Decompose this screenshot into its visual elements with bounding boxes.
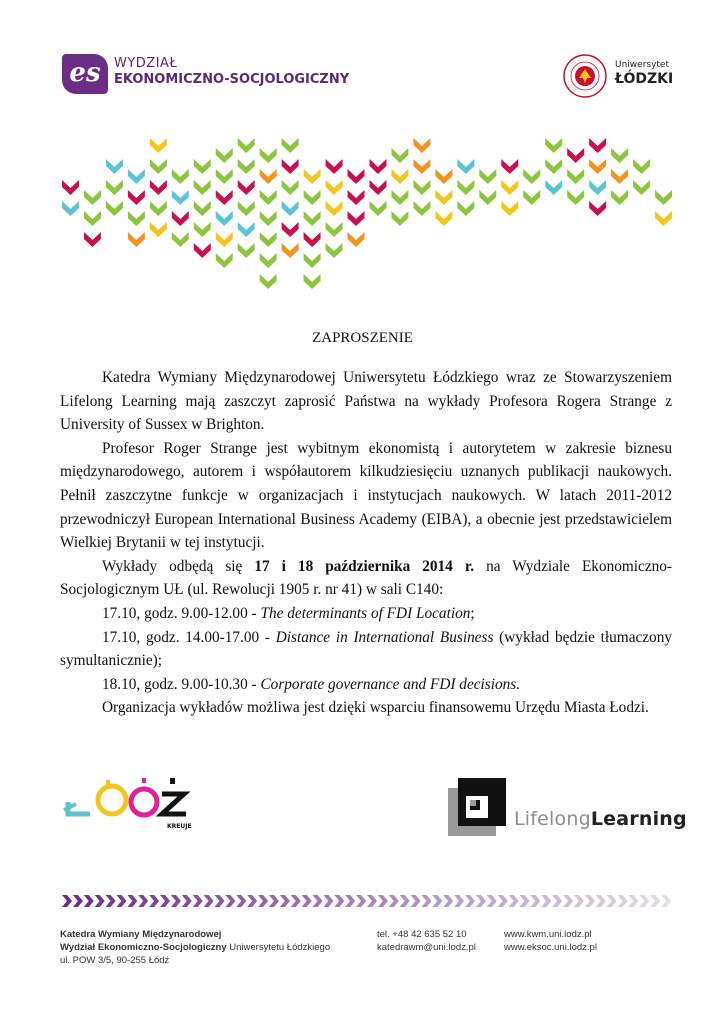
chevron-shape [106, 159, 123, 174]
university-seal-icon [563, 54, 607, 98]
session-1-end: ; [470, 604, 475, 622]
chevron-shape [655, 211, 672, 226]
arrow-shape [215, 895, 225, 907]
arrow-shape [421, 895, 431, 907]
schedule-dates: 17 i 18 października 2014 r. [254, 557, 475, 575]
lodz-kreuje-logo [62, 772, 192, 836]
arrow-shape [313, 895, 323, 907]
arrow-shape [552, 895, 562, 907]
chevron-shape [589, 159, 606, 174]
session-1-time: 17.10, godz. 9.00-12.00 - [102, 604, 261, 622]
session-2-title: Distance in International Business [275, 628, 494, 646]
chevron-shape [62, 201, 79, 216]
arrow-shape [149, 895, 159, 907]
arrow-shape [106, 895, 116, 907]
chevron-shape [150, 159, 167, 174]
schedule-text-after: na Wydziale Ekonomiczno-Socjologicznym UŁ (ul. Rewolucji 1905 r. nr 41) w sali C140: [60, 557, 672, 599]
chevron-shape [172, 211, 189, 226]
chevron-shape [238, 159, 255, 174]
faculty-name [114, 56, 349, 88]
arrow-shape [389, 895, 399, 907]
chevron-shape [370, 180, 387, 195]
chevron-shape [304, 169, 321, 184]
footer-department: Katedra Wymiany Międzynarodowej [60, 929, 222, 940]
faculty-name-line1: WYDZIAŁ [114, 56, 178, 71]
arrow-shape [454, 895, 464, 907]
chevron-shape [150, 180, 167, 195]
arrow-shape [476, 895, 486, 907]
arrow-shape [432, 895, 442, 907]
arrow-shape [585, 895, 595, 907]
arrow-shape [520, 895, 530, 907]
lifelong-word: Lifelong [514, 808, 591, 830]
chevron-shape [326, 180, 343, 195]
session-3-time: 18.10, godz. 9.00-10.30 - [102, 675, 261, 693]
chevron-shape [260, 232, 277, 247]
arrow-shape [171, 895, 181, 907]
chevron-shape [282, 201, 299, 216]
chevron-shape [633, 180, 650, 195]
footer-phone: tel. +48 42 635 52 10 [377, 929, 467, 940]
chevron-shape [194, 159, 211, 174]
chevron-shape [282, 159, 299, 174]
footer-email[interactable]: katedrawm@uni.lodz.pl [377, 942, 476, 953]
chevron-shape [216, 253, 233, 268]
chevron-shape [589, 138, 606, 153]
chevron-shape [194, 201, 211, 216]
chevron-shape [348, 211, 365, 226]
arrow-shape [356, 895, 366, 907]
lifelong-learning-logo-icon [448, 778, 510, 836]
arrow-shape [498, 895, 508, 907]
chevron-shape [545, 138, 562, 153]
chevron-shape [260, 190, 277, 205]
session-2 [60, 626, 672, 673]
chevron-shape [523, 190, 540, 205]
chevron-shape [260, 169, 277, 184]
chevron-shape [62, 180, 79, 195]
chevron-shape [326, 243, 343, 258]
chevron-shape [304, 232, 321, 247]
chevron-shape [172, 190, 189, 205]
chevron-shape [106, 201, 123, 216]
arrow-shape [607, 895, 617, 907]
arrow-shape [73, 895, 83, 907]
chevron-shape [589, 201, 606, 216]
arrow-shape [345, 895, 355, 907]
university-name [615, 58, 673, 86]
chevron-shape [326, 159, 343, 174]
chevron-shape [216, 232, 233, 247]
footer-faculty: Wydział Ekonomiczno-Socjologiczny Uniwersytetu Łódzkiego [60, 942, 331, 953]
arrow-shape [116, 895, 126, 907]
arrow-shape [160, 895, 170, 907]
chevron-shape [370, 201, 387, 216]
arrow-shape [628, 895, 638, 907]
arrow-shape [487, 895, 497, 907]
arrow-shape [138, 895, 148, 907]
chevron-shape [106, 180, 123, 195]
chevron-shape [589, 180, 606, 195]
session-3-title: Corporate governance and FDI decisions. [260, 675, 521, 693]
chevron-shape [611, 190, 628, 205]
chevron-shape [260, 274, 277, 289]
chevron-shape [304, 190, 321, 205]
university-name-line1: Uniwersytet [615, 60, 669, 70]
arrow-shape [280, 895, 290, 907]
chevron-shape [216, 169, 233, 184]
chevron-shape [457, 180, 474, 195]
chevron-shape [128, 169, 145, 184]
page-title: ZAPROSZENIE [312, 330, 413, 346]
chevron-shape [238, 180, 255, 195]
decorative-arrow-band [62, 893, 672, 909]
chevron-shape [128, 211, 145, 226]
chevron-shape [282, 138, 299, 153]
decorative-chevron-banner [60, 138, 675, 303]
arrow-shape [530, 895, 540, 907]
schedule-text-before: Wykłady odbędą się [102, 557, 255, 575]
session-1-title: The determinants of FDI Location [260, 604, 471, 622]
chevron-shape [567, 148, 584, 163]
arrow-shape [541, 895, 551, 907]
chevron-shape [413, 159, 430, 174]
arrow-shape [258, 895, 268, 907]
arrow-shape [661, 895, 671, 907]
arrow-shape [367, 895, 377, 907]
arrow-shape [291, 895, 301, 907]
chevron-shape [435, 190, 452, 205]
chevron-shape [501, 159, 518, 174]
chevron-shape [501, 201, 518, 216]
arrow-shape [596, 895, 606, 907]
chevron-shape [391, 169, 408, 184]
chevron-shape [655, 190, 672, 205]
chevron-shape [413, 201, 430, 216]
chevron-shape [545, 180, 562, 195]
arrow-shape [465, 895, 475, 907]
chevron-shape [84, 211, 101, 226]
arrow-shape [62, 895, 72, 907]
chevron-shape [282, 243, 299, 258]
arrow-shape [443, 895, 453, 907]
chevron-shape [216, 190, 233, 205]
arrow-shape [650, 895, 660, 907]
chevron-shape [304, 211, 321, 226]
chevron-shape [545, 159, 562, 174]
session-2-end: (wykład będzie tłumaczony symultanicznie); [60, 628, 673, 670]
arrow-shape [182, 895, 192, 907]
arrow-shape [509, 895, 519, 907]
chevron-shape [172, 232, 189, 247]
chevron-shape [633, 159, 650, 174]
chevron-shape [150, 201, 167, 216]
chevron-shape [260, 211, 277, 226]
chevron-shape [150, 222, 167, 237]
arrow-shape [302, 895, 312, 907]
arrow-shape [323, 895, 333, 907]
chevron-shape [391, 211, 408, 226]
chevron-shape [413, 138, 430, 153]
chevron-shape [260, 253, 277, 268]
chevron-shape [435, 211, 452, 226]
arrow-shape [269, 895, 279, 907]
chevron-shape [501, 180, 518, 195]
paragraph-intro: Katedra Wymiany Międzynarodowej Uniwersytetu Łódzkiego wraz ze Stowarzyszeniem Lifelong Learning mają zaszczyt zaprosić Państwa na wykłady Profesora Rogera Strange z University of Sussex w Brighton. [60, 369, 672, 434]
chevron-shape [238, 222, 255, 237]
arrow-shape [84, 895, 94, 907]
chevron-shape [260, 148, 277, 163]
chevron-shape [172, 169, 189, 184]
lifelong-learning-logo-text [514, 808, 687, 830]
chevron-shape [238, 201, 255, 216]
paragraph-bio: Profesor Roger Strange jest wybitnym ekonomistą i autorytetem w zakresie biznesu międzynarodowego, autorem i współautorem kilkudziesięciu uznanych publikacji naukowych. Pełnił zaszczytne funkcje w organizacjach i instytucjach naukowych. W latach 2011-2012 przewodniczył European International Business Academy (EIBA), a obecnie jest przedstawicielem Wielkiej Brytanii w tej instytucji. [60, 439, 672, 552]
arrow-shape [225, 895, 235, 907]
arrow-shape [378, 895, 388, 907]
chevron-shape [238, 243, 255, 258]
arrow-shape [247, 895, 257, 907]
chevron-shape [216, 211, 233, 226]
university-name-line2: ŁÓDZKI [615, 71, 674, 87]
chevron-shape [282, 180, 299, 195]
footer-website-2[interactable]: www.eksoc.uni.lodz.pl [504, 942, 597, 953]
arrow-shape [334, 895, 344, 907]
footer-contact-block [377, 928, 476, 954]
chevron-shape [194, 243, 211, 258]
chevron-shape [194, 222, 211, 237]
footer-web-block [504, 928, 597, 954]
chevron-shape [413, 180, 430, 195]
chevron-shape [457, 159, 474, 174]
arrow-shape [639, 895, 649, 907]
chevron-shape [238, 138, 255, 153]
learning-word: Learning [590, 808, 687, 830]
arrow-shape [95, 895, 105, 907]
arrow-shape [411, 895, 421, 907]
chevron-shape [326, 201, 343, 216]
chevron-shape [457, 201, 474, 216]
arrow-shape [618, 895, 628, 907]
chevron-shape [282, 222, 299, 237]
chevron-shape [435, 169, 452, 184]
chevron-shape [479, 169, 496, 184]
chevron-shape [304, 253, 321, 268]
chevron-shape [479, 190, 496, 205]
chevron-shape [194, 180, 211, 195]
arrow-shape [204, 895, 214, 907]
chevron-shape [567, 190, 584, 205]
arrow-shape [236, 895, 246, 907]
paragraph-schedule [60, 555, 672, 602]
faculty-name-line2: EKONOMICZNO-SOCJOLOGICZNY [114, 72, 350, 87]
chevron-shape [128, 190, 145, 205]
lodz-logo-caption: KREUJE [167, 823, 192, 830]
arrow-shape [574, 895, 584, 907]
paragraph-funding: Organizacja wykładów możliwa jest dzięki wsparciu finansowemu Urzędu Miasta Łodzi. [102, 699, 649, 717]
chevron-shape [84, 190, 101, 205]
chevron-shape [304, 274, 321, 289]
chevron-shape [567, 169, 584, 184]
chevron-shape [128, 232, 145, 247]
footer-address: ul. POW 3/5, 90-255 Łódź [60, 955, 170, 966]
session-1 [60, 602, 672, 626]
chevron-shape [348, 190, 365, 205]
chevron-shape [216, 148, 233, 163]
letter-body [60, 366, 672, 720]
chevron-shape [611, 148, 628, 163]
arrow-shape [193, 895, 203, 907]
chevron-shape [391, 148, 408, 163]
chevron-shape [348, 232, 365, 247]
chevron-shape [370, 159, 387, 174]
footer-address-block [60, 928, 330, 967]
session-2-time: 17.10, godz. 14.00-17.00 - [102, 628, 276, 646]
chevron-shape [523, 169, 540, 184]
arrow-shape [563, 895, 573, 907]
session-3 [60, 673, 672, 697]
arrow-shape [127, 895, 137, 907]
arrow-shape [400, 895, 410, 907]
faculty-logo-mark: es [62, 54, 108, 94]
chevron-shape [348, 169, 365, 184]
chevron-shape [84, 232, 101, 247]
chevron-shape [150, 138, 167, 153]
chevron-shape [391, 190, 408, 205]
chevron-shape [611, 169, 628, 184]
chevron-shape [326, 222, 343, 237]
footer-website-1[interactable]: www.kwm.uni.lodz.pl [504, 929, 592, 940]
